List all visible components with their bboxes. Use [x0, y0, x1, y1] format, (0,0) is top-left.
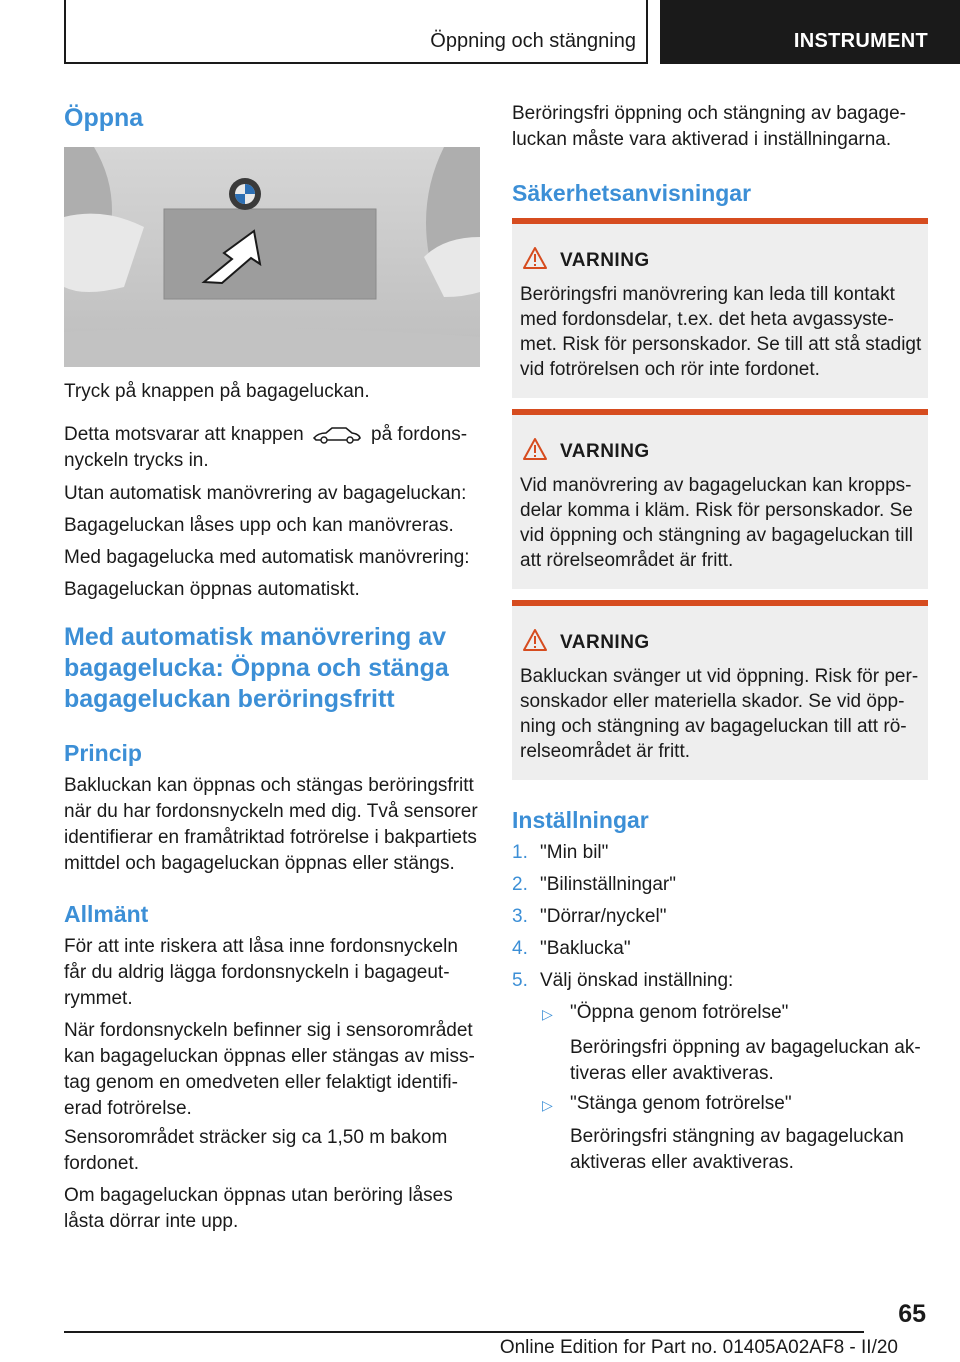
heading-auto-line: bagagelucka: Öppna och stänga — [64, 654, 449, 682]
text-line: mittdel och bagageluckan öppnas eller stängs. — [64, 853, 455, 874]
para-allmant-2 — [64, 1018, 475, 1122]
para-intro — [512, 101, 906, 153]
warning-title: VARNING — [560, 441, 650, 462]
text-line: Beröringsfri manövrering kan leda till kontakt — [520, 284, 895, 305]
footer-edition: Online Edition for Part no. 01405A02AF8 - II/20 — [499, 1337, 898, 1358]
text-line: vid fotrörelsen och rör inte fordonet. — [520, 359, 820, 380]
step-text: "Bilinställningar" — [540, 874, 676, 895]
step-number: 5. — [512, 970, 528, 991]
para-lases-upp: Bagageluckan låses upp och kan manövreras. — [64, 515, 454, 536]
warning-box — [512, 600, 928, 780]
option-description — [570, 1035, 921, 1087]
text-line: Beröringsfri öppning och stängning av bagage- — [512, 103, 906, 124]
para-allmant-3 — [64, 1125, 447, 1177]
text-line: met. Risk för personskador. Se till att stå stadigt — [520, 334, 922, 355]
text-line: Vid manövrering av bagageluckan kan kropps- — [520, 475, 912, 496]
para-knappen-c: nyckeln trycks in. — [64, 450, 209, 471]
warning-title: VARNING — [560, 250, 650, 271]
header-chapter-tab[interactable] — [660, 0, 960, 64]
page-number: 65 — [898, 1300, 926, 1328]
heading-auto-line: Med automatisk manövrering av — [64, 623, 447, 651]
heading-oppna: Öppna — [64, 104, 144, 132]
option-title: "Stänga genom fotrörelse" — [570, 1093, 792, 1114]
text-line: tag genom en omedveten eller felaktigt identifi- — [64, 1072, 458, 1093]
text-line: ning och stängning av bagageluckan till att rö- — [520, 716, 907, 737]
step-text: "Dörrar/nyckel" — [540, 906, 667, 927]
text-line: tiveras eller avaktiveras. — [570, 1063, 774, 1084]
trunk-photo — [64, 147, 480, 367]
header-section-title: Öppning och stängning — [430, 30, 636, 52]
text-line: rymmet. — [64, 988, 133, 1009]
text-line: när du har fordonsnyckeln med dig. Två sensorer — [64, 801, 478, 822]
option-description — [570, 1124, 904, 1176]
text-line: Beröringsfri stängning av bagageluckan — [570, 1126, 904, 1147]
text-line: aktiveras eller avaktiveras. — [570, 1152, 794, 1173]
warning-text — [520, 664, 924, 764]
trunk-key-icon — [312, 425, 362, 445]
text-line: erad fotrörelse. — [64, 1098, 192, 1119]
warning-text — [520, 473, 924, 573]
text-line: Bakluckan kan öppnas och stängas beröringsfritt — [64, 775, 474, 796]
text-line: med fordonsdelar, t.ex. det heta avgassyste- — [520, 309, 894, 330]
text-line: att rörelseområdet är fritt. — [520, 550, 734, 571]
text-line: Sensorområdet sträcker sig ca 1,50 m bakom — [64, 1127, 448, 1148]
text-line: luckan måste vara aktiverad i inställningarna. — [512, 129, 892, 150]
text-line: Om bagageluckan öppnas utan beröring låses — [64, 1185, 453, 1206]
para-allmant-4 — [64, 1183, 453, 1235]
step-text: "Baklucka" — [540, 938, 631, 959]
warning-title: VARNING — [560, 632, 650, 653]
para-knappen-b: på fordons- — [371, 424, 468, 445]
text-line: identifierar en framåtriktad fotrörelse i bakpartiets — [64, 827, 477, 848]
text-line: får du aldrig lägga fordonsnyckeln i bagageut- — [64, 962, 450, 983]
heading-auto-section — [64, 622, 449, 715]
step-text: Välj önskad inställning: — [540, 970, 734, 991]
heading-sakerhet: Säkerhetsanvisningar — [512, 180, 752, 206]
warning-triangle-icon — [522, 628, 548, 652]
para-knappen-a: Detta motsvarar att knappen — [64, 424, 304, 445]
heading-installningar: Inställningar — [512, 807, 649, 833]
heading-allmant: Allmänt — [64, 901, 149, 927]
text-line: sonskador eller materiella skador. Se vid öpp- — [520, 691, 905, 712]
step-number: 1. — [512, 842, 528, 863]
header-rule-left — [64, 0, 66, 64]
step-number: 2. — [512, 874, 528, 895]
para-oppnas-auto: Bagageluckan öppnas automatiskt. — [64, 579, 360, 600]
warning-box — [512, 409, 928, 589]
step-number: 3. — [512, 906, 528, 927]
header-chapter-label: INSTRUMENT — [793, 30, 928, 52]
text-line: delar komma i kläm. Risk för personskador. Se — [520, 500, 913, 521]
triangle-bullet-icon: ▷ — [542, 1006, 553, 1022]
para-allmant-1 — [64, 934, 458, 1012]
heading-auto-line: bagageluckan beröringsfritt — [64, 685, 395, 713]
text-line: Beröringsfri öppning av bagageluckan ak- — [570, 1037, 921, 1058]
text-line: låsta dörrar inte upp. — [64, 1211, 239, 1232]
photo-caption: Tryck på knappen på bagageluckan. — [64, 381, 370, 402]
option-title: "Öppna genom fotrörelse" — [570, 1002, 789, 1023]
text-line: relseområdet är fritt. — [520, 741, 690, 762]
text-line: vid öppning och stängning av bagageluckan till — [520, 525, 913, 546]
footer-rule — [64, 1331, 864, 1333]
text-line: När fordonsnyckeln befinner sig i sensorområdet — [64, 1020, 473, 1041]
header-rule-mid — [646, 0, 648, 64]
warning-text — [520, 282, 924, 382]
step-text: "Min bil" — [540, 842, 609, 863]
trunk-illustration — [64, 147, 480, 367]
header-rule-bottom — [64, 62, 648, 64]
para-utan-auto: Utan automatisk manövrering av bagageluckan: — [64, 483, 467, 504]
text-line: För att inte riskera att låsa inne fordonsnyckeln — [64, 936, 458, 957]
warning-box — [512, 218, 928, 398]
warning-triangle-icon — [522, 437, 548, 461]
para-med-auto: Med bagagelucka med automatisk manövrering: — [64, 547, 470, 568]
warning-triangle-icon — [522, 246, 548, 270]
text-line: fordonet. — [64, 1153, 139, 1174]
text-line: kan bagageluckan öppnas eller stängas av miss- — [64, 1046, 475, 1067]
text-line: Bakluckan svänger ut vid öppning. Risk för per- — [520, 666, 919, 687]
heading-princip: Princip — [64, 740, 142, 766]
triangle-bullet-icon: ▷ — [542, 1097, 553, 1113]
para-princip — [64, 773, 478, 877]
step-number: 4. — [512, 938, 528, 959]
